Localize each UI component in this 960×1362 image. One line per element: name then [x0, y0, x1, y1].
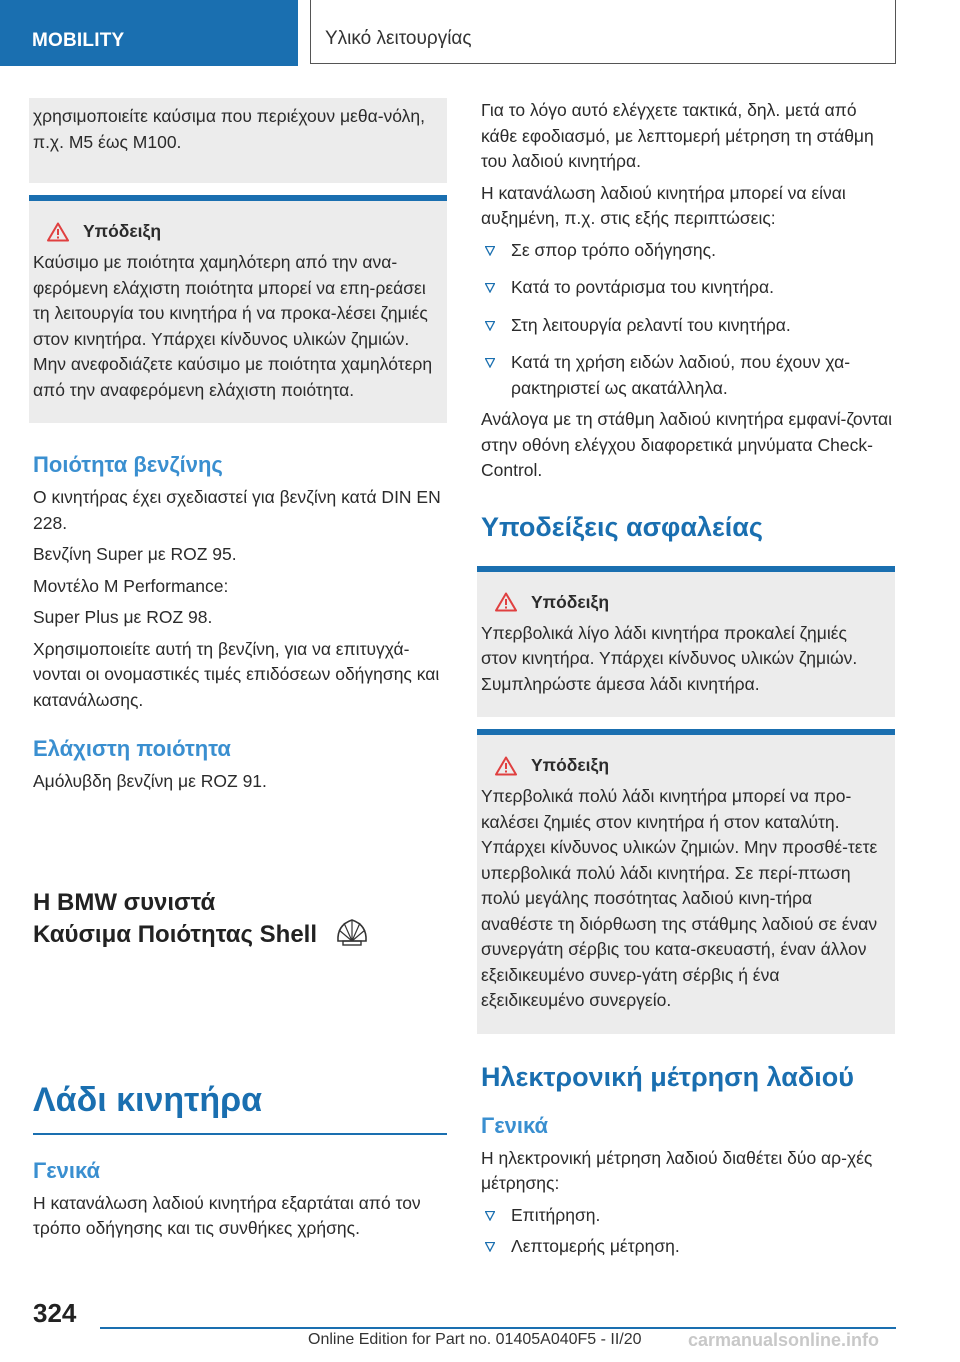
list-item	[481, 313, 895, 339]
chapter-title: Υλικό λειτουργίας	[310, 0, 896, 64]
shell-line-2: Καύσιμα Ποιότητας Shell	[33, 920, 318, 948]
right-column	[481, 98, 895, 1272]
warning-triangle-icon	[47, 222, 69, 242]
engine-oil-general-heading: Γενικά	[33, 1157, 101, 1183]
list-item-text: Στη λειτουργία ρελαντί του κινητήρα.	[511, 314, 791, 335]
petrol-paragraph: Μοντέλο M Performance:	[33, 575, 229, 596]
list-item	[481, 1203, 895, 1229]
electronic-general-heading: Γενικά	[481, 1112, 549, 1138]
safety-heading: Υποδείξεις ασφαλείας	[481, 511, 763, 542]
warning-triangle-icon	[495, 592, 517, 612]
min-quality-heading: Ελάχιστη ποιότητα	[33, 736, 231, 761]
petrol-quality-heading: Ποιότητα βενζίνης	[33, 452, 223, 477]
list-item-text: Κατά τη χρήση ειδών λαδιού, που έχουν χα-ρακτηριστεί ως ακατάλληλα.	[511, 352, 851, 398]
petrol-paragraph: Super Plus με ROZ 98.	[33, 607, 213, 627]
triangle-bullet-icon	[485, 358, 495, 368]
shell-logo-icon	[335, 917, 369, 947]
electronic-oil-heading: Ηλεκτρονική μέτρηση λαδιού	[481, 1061, 854, 1092]
note-text: Υπερβολικά λίγο λάδι κινητήρα προκαλεί ζημιές στον κινητήρα. Υπάρχει κίνδυνος υλικών ζημιών. Συμπληρώστε άμεσα λάδι κινητήρα.	[481, 622, 858, 694]
triangle-bullet-icon	[485, 1242, 495, 1252]
list-item	[481, 238, 895, 264]
warning-note-high-oil	[477, 729, 895, 1034]
list-item	[481, 350, 895, 401]
petrol-paragraph: Ο κινητήρας έχει σχεδιαστεί για βενζίνη κατά DIN EN 228.	[33, 487, 441, 533]
note-header	[481, 592, 887, 613]
check-control-text: Ανάλογα με τη στάθμη λαδιού κινητήρα εμφανί-ζονται στην οθόνη ελέγχου διαφορετικά μηνύματα Check-Control.	[481, 409, 893, 480]
note-title: Υπόδειξη	[83, 221, 162, 241]
triangle-bullet-icon	[485, 1211, 495, 1221]
triangle-bullet-icon	[485, 321, 495, 331]
measurement-principles-list	[481, 1203, 895, 1260]
left-column	[33, 98, 447, 1248]
page-header	[0, 0, 960, 66]
note-header	[33, 221, 439, 242]
watermark: carmanualsonline.info	[688, 1330, 880, 1350]
note-text: Υπερβολικά πολύ λάδι κινητήρα μπορεί να προ-καλέσει ζημιές στον κινητήρα ή στον καταλύτη. Υπάρχει κίνδυνος υλικών ζημιών. Μην προσθέ-τετε υπερβολικά πολύ λάδι κινητήρα. Σε περί-πτωση πολύ μεγάλης ποσότητας λαδιού κινη-τήρα αναθέστε τη διόρθωση της στάθμης λαδιού σε έναν συνεργάτη σέρβις του κατα-σκευαστή, έναν άλλον εξειδικευμένο συνερ-γάτη σέρβις ή ένα εξειδικευμένο συνεργείο.	[481, 786, 878, 1010]
intro-text: Για το λόγο αυτό ελέγχετε τακτικά, δηλ. μετά από κάθε εφοδιασμό, με λεπτομερή μέτρηση τη στάθμη του λαδιού κινητήρα.	[481, 100, 874, 171]
warning-note-low-oil	[477, 566, 895, 718]
note-title: Υπόδειξη	[531, 755, 610, 775]
shell-recommendation	[33, 887, 447, 951]
page-number: 324	[33, 1298, 77, 1328]
continued-text: χρησιμοποιείτε καύσιμα που περιέχουν μεθα-νόλη, π.χ. M5 έως M100.	[33, 106, 426, 152]
section-tab: MOBILITY	[0, 0, 298, 66]
petrol-paragraph: Χρησιμοποιείτε αυτή τη βενζίνη, για να επιτυγχά-νονται οι ονομαστικές τιμές επιδόσεων οδήγησης και κατανάλωσης.	[33, 638, 440, 710]
triangle-bullet-icon	[485, 246, 495, 256]
shell-text	[33, 887, 317, 951]
note-header	[481, 755, 887, 776]
list-item-text: Σε σπορ τρόπο οδήγησης.	[511, 239, 716, 260]
electronic-general-text: Η ηλεκτρονική μέτρηση λαδιού διαθέτει δύο αρ-χές μέτρησης:	[481, 1147, 873, 1193]
list-item-text: Λεπτομερής μέτρηση.	[511, 1236, 680, 1256]
engine-oil-general-text: Η κατανάλωση λαδιού κινητήρα εξαρτάται από τον τρόπο οδήγησης και τις συνθήκες χρήσης.	[33, 1192, 421, 1238]
list-item-text: Επιτήρηση.	[511, 1204, 601, 1225]
intro-text-2: Η κατανάλωση λαδιού κινητήρα μπορεί να είναι αυξημένη, π.χ. στις εξής περιπτώσεις:	[481, 182, 846, 228]
list-item	[481, 275, 895, 301]
continued-note	[29, 98, 447, 183]
engine-oil-heading: Λάδι κινητήρα	[33, 1080, 263, 1119]
note-text: Καύσιμο με ποιότητα χαμηλότερη από την ανα-φερόμενη ελάχιστη ποιότητα μπορεί να επη-ρεάσει τη λειτουργία του κινητήρα ή να προκα-λέσει ζημιές στον κινητήρα. Υπάρχει κίνδυνος υλικών ζημιών. Μην ανεφοδιάζετε καύσιμο με ποιότητα χαμηλότερη από την αναφερόμενη ελάχιστη ποιότητα.	[33, 252, 433, 400]
warning-triangle-icon	[495, 756, 517, 776]
list-item-text: Κατά το ροντάρισμα του κινητήρα.	[511, 277, 774, 297]
triangle-bullet-icon	[485, 283, 495, 293]
consumption-cases-list	[481, 238, 895, 402]
edition-text: Online Edition for Part no. 01405A040F5 - II/20	[308, 1331, 642, 1348]
shell-line-1: Η BMW συνιστά	[33, 888, 216, 916]
petrol-paragraph: Βενζίνη Super με ROZ 95.	[33, 544, 237, 564]
note-title: Υπόδειξη	[531, 591, 610, 612]
warning-note-fuel	[29, 195, 447, 423]
footer-rule	[100, 1327, 896, 1329]
min-quality-text: Αμόλυβδη βενζίνη με ROZ 91.	[33, 771, 267, 791]
list-item	[481, 1234, 895, 1260]
